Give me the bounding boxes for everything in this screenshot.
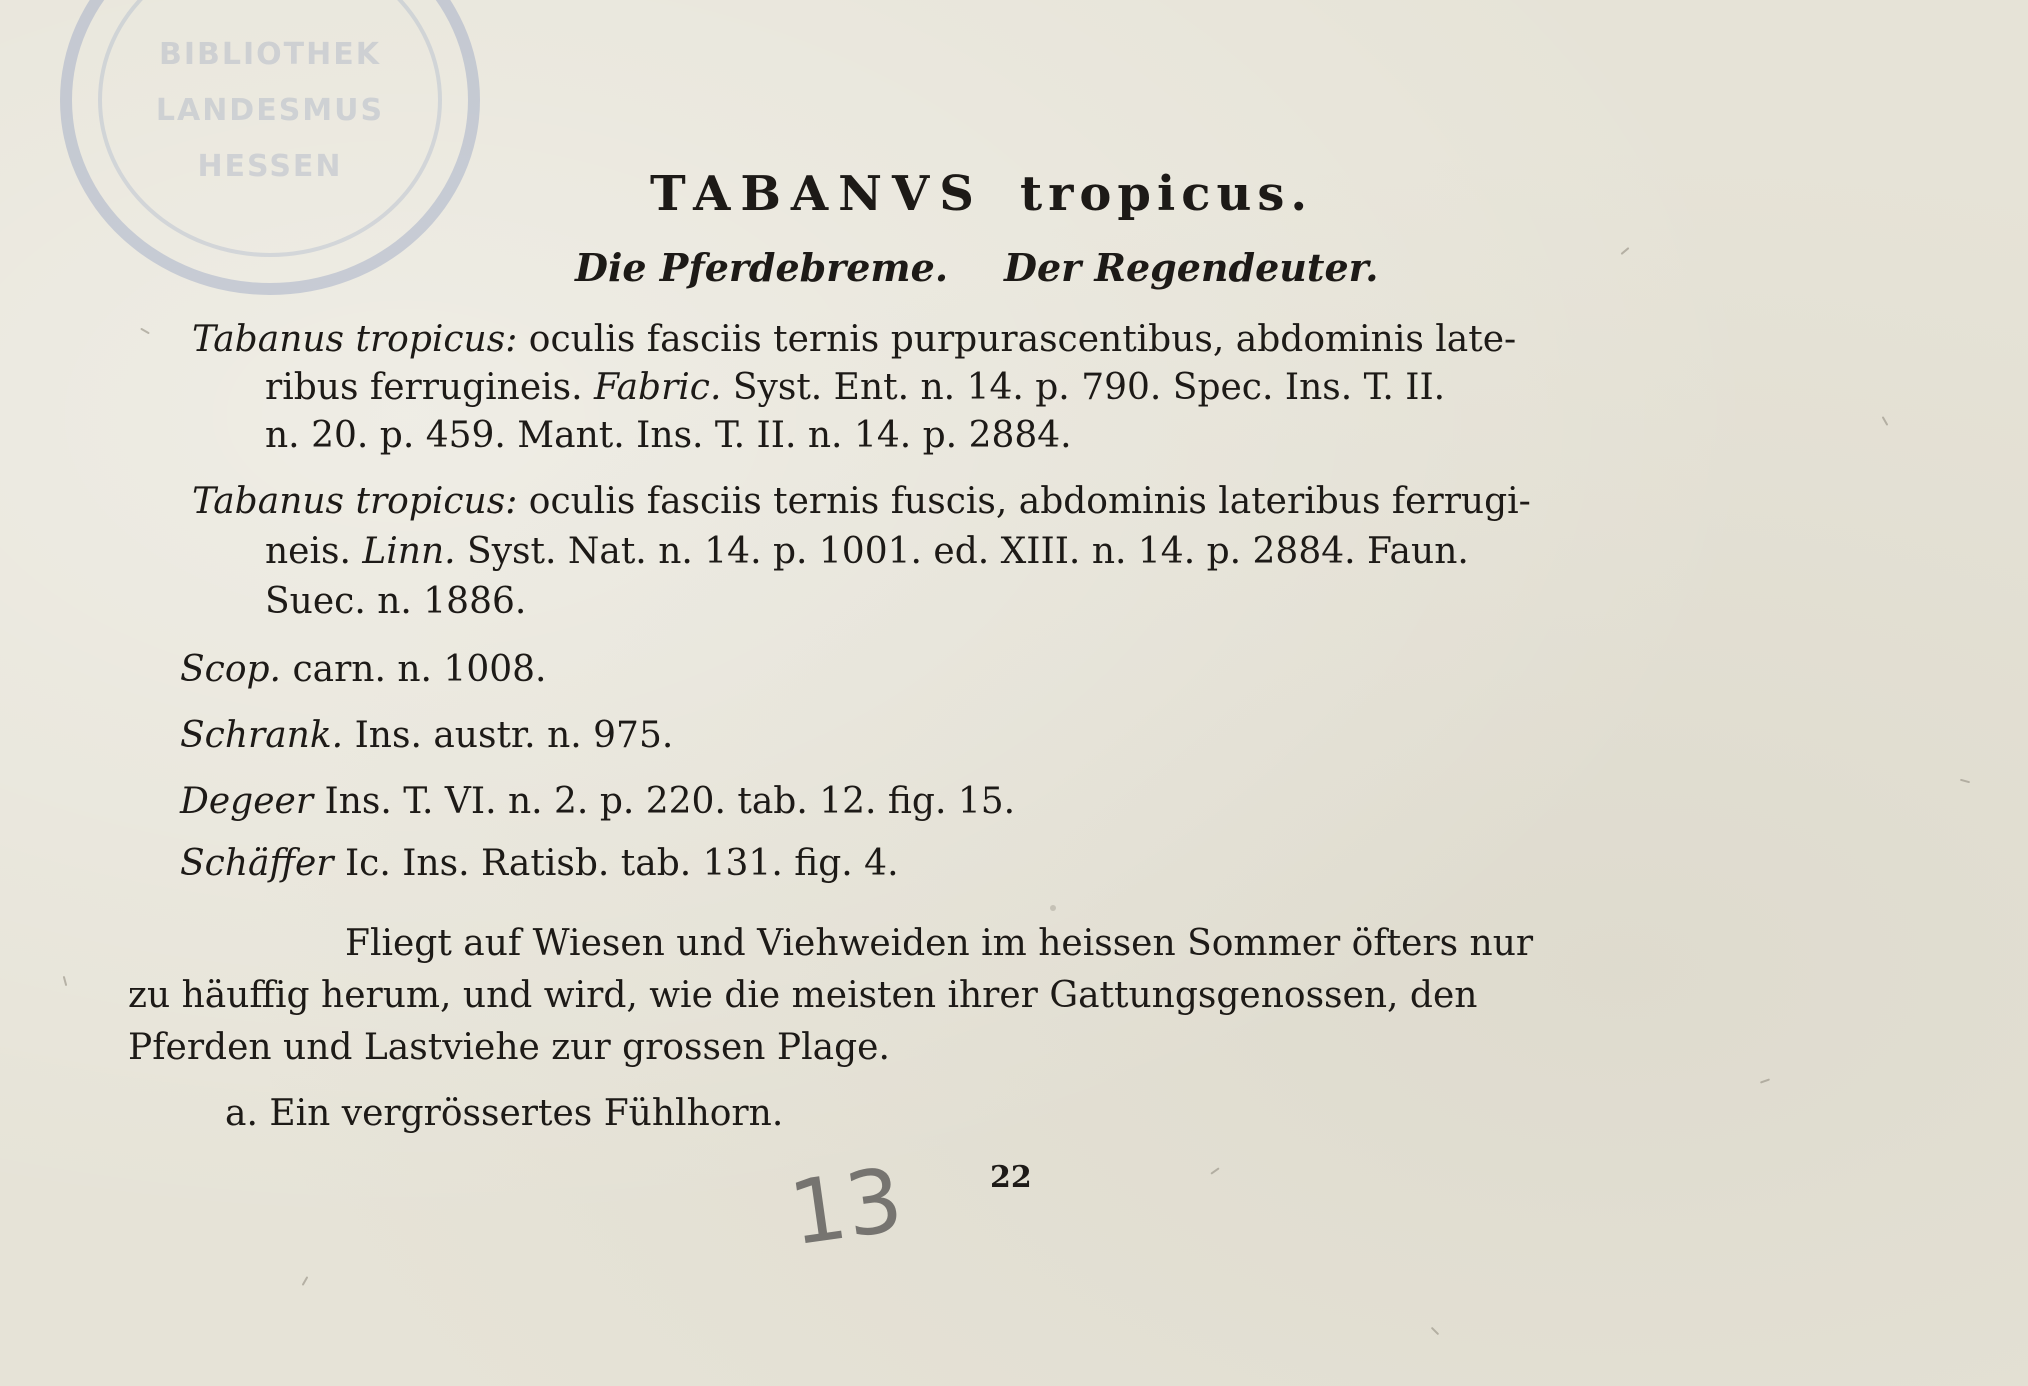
reference-text: neis.: [265, 531, 363, 572]
reference-text: oculis fasciis ternis purpurascentibus, abdominis late-: [517, 319, 1517, 360]
reference-author: Schäffer: [180, 843, 334, 884]
reference-author: Schrank.: [180, 715, 344, 756]
reference-line: [265, 414, 1072, 458]
paper-fleck: [1882, 416, 1889, 426]
library-stamp-text: [72, 27, 468, 195]
reference-text: n. 20. p. 459. Mant. Ins. T. II. n. 14. p. 2884.: [265, 415, 1072, 456]
common-name-1: Die Pferdebreme.: [575, 245, 949, 290]
reference-line: [180, 648, 546, 692]
reference-line: [265, 366, 1445, 410]
reference-text: ribus ferrugineis.: [265, 367, 595, 408]
reference-text: carn. n. 1008.: [281, 649, 547, 690]
paper-fleck: [1431, 1327, 1439, 1335]
reference-author: Linn.: [362, 531, 456, 572]
reference-author: Tabanus tropicus:: [192, 319, 518, 360]
species-title: [650, 166, 1313, 222]
reference-author: Degeer: [180, 781, 314, 822]
reference-text: oculis fasciis ternis fuscis, abdominis lateribus ferrugi-: [517, 481, 1531, 522]
paper-fleck: [140, 328, 150, 335]
reference-line: [265, 580, 526, 624]
description-line: Pferden und Lastviehe zur grossen Plage.: [128, 1027, 890, 1068]
paper-fleck: [1960, 779, 1970, 784]
reference-author: Tabanus tropicus:: [192, 481, 518, 522]
pencil-mark: 13: [783, 1147, 909, 1266]
page-number: 22: [990, 1160, 1032, 1195]
reference-line: [180, 780, 1015, 824]
reference-text: Suec. n. 1886.: [265, 581, 527, 622]
reference-text: Syst. Ent. n. 14. p. 790. Spec. Ins. T. II.: [721, 367, 1446, 408]
species-name: tropicus.: [1019, 166, 1314, 222]
figure-note: a. Ein vergrössertes Fühlhorn.: [225, 1093, 784, 1134]
reference-line: [265, 530, 1469, 574]
paper-fleck: [302, 1276, 309, 1286]
paper-fleck: [1621, 247, 1630, 255]
description-line: Fliegt auf Wiesen und Viehweiden im heissen Sommer öfters nur: [345, 923, 1534, 964]
reference-author: Scop.: [180, 649, 281, 690]
reference-line: [180, 714, 673, 758]
paper-fleck: [1050, 905, 1056, 911]
paper-fleck: [63, 976, 68, 986]
stamp-line: HESSEN: [197, 149, 343, 184]
description-line: zu häuffig herum, und wird, wie die meisten ihrer Gattungsgenossen, den: [128, 975, 1478, 1016]
reference-line: [180, 842, 899, 886]
reference-text: Ins. T. VI. n. 2. p. 220. tab. 12. fig. 15.: [313, 781, 1016, 822]
reference-text: Ic. Ins. Ratisb. tab. 131. fig. 4.: [333, 843, 899, 884]
reference-line: [192, 480, 1531, 524]
reference-text: Ins. austr. n. 975.: [343, 715, 674, 756]
common-name-2: Der Regendeuter.: [1004, 245, 1379, 290]
stamp-line: BIBLIOTHEK: [159, 37, 381, 72]
reference-author: Fabric.: [594, 367, 722, 408]
stamp-line: LANDESMUS: [155, 93, 385, 128]
paper-fleck: [1210, 1167, 1219, 1174]
genus-name: TABANVS: [650, 166, 984, 222]
reference-line: [192, 318, 1516, 362]
paper-fleck: [1760, 1078, 1770, 1083]
reference-text: Syst. Nat. n. 14. p. 1001. ed. XIII. n. 14. p. 2884. Faun.: [455, 531, 1469, 572]
common-names: [575, 245, 1378, 290]
library-stamp: [60, 0, 480, 295]
